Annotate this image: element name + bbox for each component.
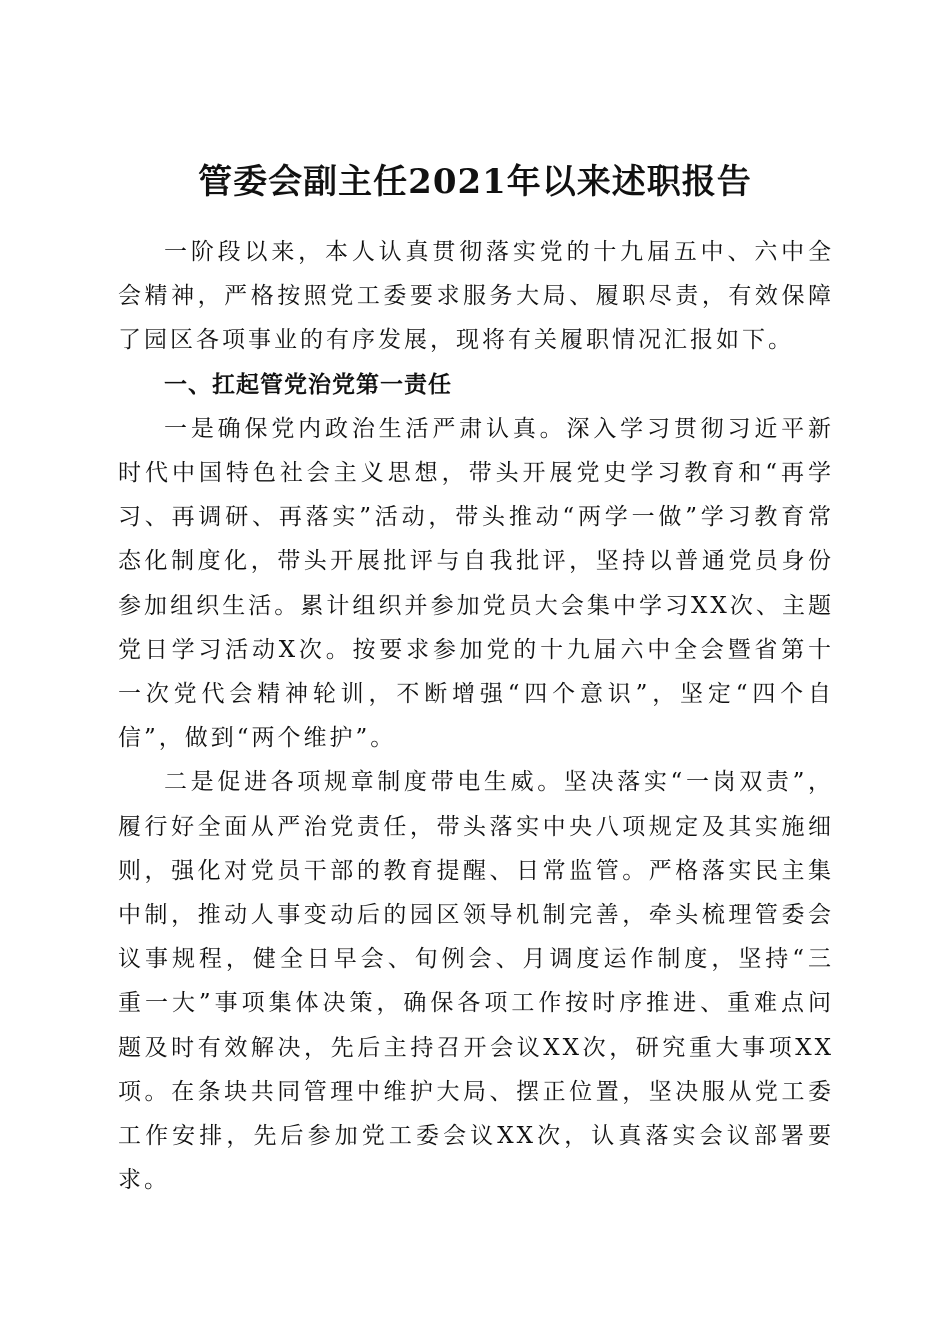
item-1-lead: 一是确保党内政治生活严肃认真。 — [164, 415, 567, 442]
section-heading: 一、扛起管党治党第一责任 — [164, 371, 452, 398]
document-title: 管委会副主任2021年以来述职报告 — [198, 161, 752, 202]
item-1-text: 深入学习贯彻习近平新时代中国特色社会主义思想，带头开展党史学习教育和“再学习、再调研、再落实”活动，带头推动“两学一做”学习教育常态化制度化，带头开展批评与自我批评，坚持以普通党员身份参加组织生活。累计组织并参加党员大会集中学习XX次、主题党日学习活动X次。按要求参加党的十九届六中全会暨省第十一次党代会精神轮训，不断增强“四个意识”，坚定“四个自信”，做到“两个维护”。 — [118, 415, 835, 752]
intro-paragraph: 一阶段以来，本人认真贯彻落实党的十九届五中、六中全会精神，严格按照党工委要求服务大局、履职尽责，有效保障了园区各项事业的有序发展，现将有关履职情况汇报如下。 — [118, 239, 834, 354]
document-body — [118, 230, 834, 1202]
section-item-2 — [118, 760, 834, 1202]
item-2-lead: 二是促进各项规章制度带电生威。 — [164, 769, 564, 796]
section-item-1 — [118, 407, 834, 761]
item-2-text: 坚决落实“一岗双责”，履行好全面从严治党责任，带头落实中央八项规定及其实施细则，强化对党员干部的教育提醒、日常监管。严格落实民主集中制，推动人事变动后的园区领导机制完善，牵头梳理管委会议事规程，健全日早会、旬例会、月调度运作制度，坚持“三重一大”事项集体决策，确保各项工作按时序推进、重难点问题及时有效解决，先后主持召开会议XX次，研究重大事项XX项。在条块共同管理中维护大局、摆正位置，坚决服从党工委工作安排，先后参加党工委会议XX次，认真落实会议部署要求。 — [118, 769, 834, 1194]
